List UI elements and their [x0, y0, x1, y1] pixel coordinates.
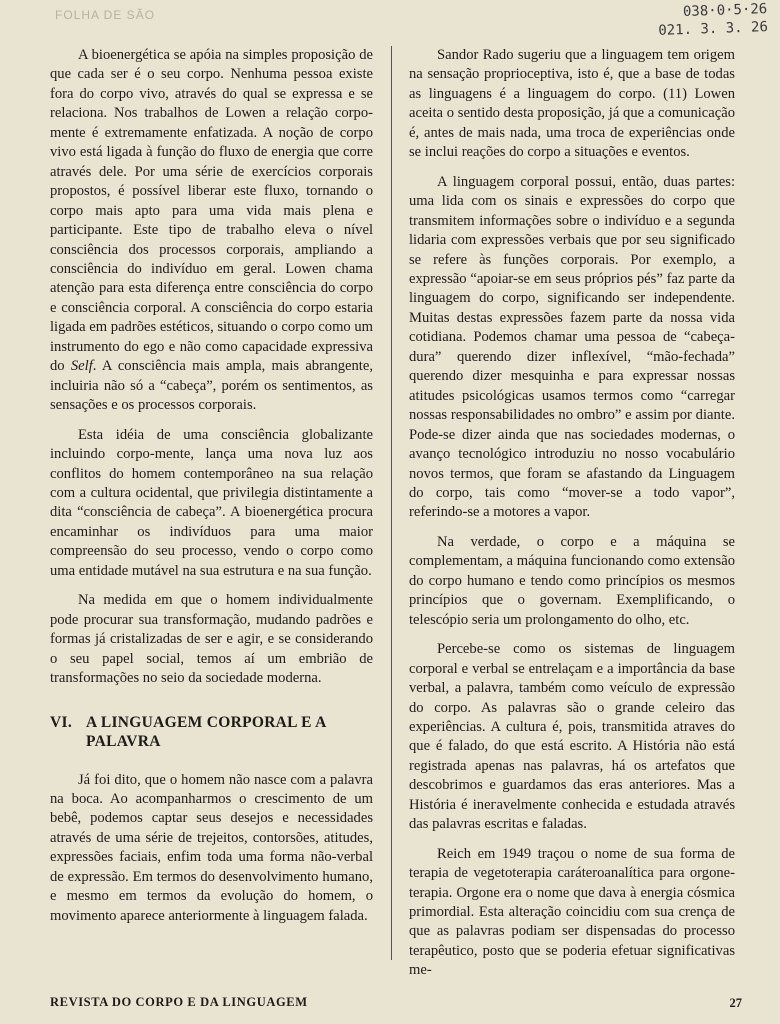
paragraph: Percebe-se como os sistemas de linguagem corporal e verbal se entrelaçam e a importância da base verbal, a palavra, também como veículo de expressão do corpo. As palavras são o grande celeiro das experiências. A cultura é, pois, transmitida atraves do que é falado, do que está escrito. A História não está registrada apenas nas palavras, há os artefatos que descobrimos e guardamos das eras anteriores. Mas a História é ineгavelmente conhecida e estudada através das palavras escritas e faladas.	[409, 641, 735, 833]
right-column	[409, 46, 735, 991]
handwritten-line-1: 038·0·5·26	[683, 1, 768, 21]
handwritten-line-2: 021. 3. 3. 26	[658, 19, 769, 39]
paragraph: A linguagem corporal possui, então, duas partes: uma lida com os sinais e expressões do corpo que transmitem informações sobre o indivíduo e a segunda lidaria com expressões verbais que por seu significado se refere às funções corporais. Por exemplo, a expressão “apoiar-se em seus próprios pés” faz parte da linguagem do corpo, significando ser independente. Muitas destas expressões fazem parte da nossa vida cotidiana. Podemos chamar uma pessoa de “cabeça-dura” querendo dizer inflexível, “mão-fechada” querendo dizer mesquinha e para expressar nossas atitudes psicológicas usamos termos como “carregar nossas responsabilidades no ombro” e assim por diante. Pode-se dizer ainda que nas sociedades modernas, o avanço tecnológico introduziu no nosso vocabulário novos termos, que foram se afastando da Linguagem do corpo, tais como “mover-se a todo vapor”, referindo-se a motores a vapor.	[409, 173, 735, 521]
page-number: 27	[729, 996, 742, 1010]
paragraph: Sandor Rado sugeriu que a linguagem tem origem na sensação proprioceptiva, isto é, que a base de todas as linguagens é a linguagem do corpo. (11) Lowen aceita o sentido desta proposição, já que a comunicação é, antes de mais nada, uma troca de experiências onde se inclui reações do corpo a situações e eventos.	[409, 47, 735, 161]
left-column	[50, 46, 373, 936]
paragraph: Já foi dito, que o homem não nasce com a palavra na boca. Ao acompanharmos o crescimento de um bebê, podemos captar seus desejos e necessidades através de uma série de trejeitos, contorsões, atitudes, expressões faciais, enfim toda uma forma não-verbal de expressão. Em termos do desenvolvimento humano, e mesmo em termos da evolução do homem, o movimento aparece anteriormente à linguagem falada.	[50, 771, 373, 924]
journal-name: REVISTA DO CORPO E DA LINGUAGEM	[50, 995, 308, 1009]
paragraph: Na verdade, o corpo e a máquina se complementam, a máquina funcionando como extensão do corpo humano e tendo como princípios os mesmos princípios que o governam. Exemplificando, o telescópio seria um prolongamento do olho, etc.	[409, 533, 735, 628]
section-heading	[50, 713, 373, 751]
paragraph: Reich em 1949 traçou o nome de sua forma de terapia de vegetoterapia caráteroanalítica para orgone-terapia. Orgone era o nome que dava à energia cósmica primordial. Esta alteração coincidiu com sua crença de que as palavras podiam ser dispensadas do processo terapêutico, posto que se poderia efetuar significativas me-	[409, 845, 735, 979]
column-divider	[391, 46, 392, 960]
handwritten-catalog-note	[658, 0, 769, 40]
paragraph: Esta idéia de uma consciência globalizante incluindo corpo-mente, lança uma nova luz aos conflitos do homem contemporâneo na sua relação com a cultura ocidental, que privilegia distintamente a dita “consciência de cabeça”. A bioenergética procura encaminhar os indivíduos para uma maior compreensão do seu processo, vendo o corpo como uma entidade mutável na sua estrutura e na sua função.	[50, 426, 373, 579]
section-title-line-1: A LINGUAGEM CORPORAL E A	[86, 713, 327, 731]
italic-term: Self	[70, 358, 93, 375]
paragraph: A bioenergética se apóia na simples proposição de que cada ser é o seu corpo. Nenhuma pessoa existe fora do corpo vivo, através do qual se expressa e se relaciona. Nos trabalhos de Lowen a relação corpo-mente é extremamente enfatizada. A noção de corpo vivo está ligada à função do fluxo de energia que corre através dele. Por uma série de exercícios corporais propostos, é possível liberar este fluxo, tornando o corpo mais apto para uma vida mais plena e participante. Este tipo de trabalho eleva o nível consciência dos processos corporais, ampliando a consciência do indivíduo em geral. Lowen chama atenção para esta diferença entre consciência do corpo e consciência corporal. A consciência do corpo estaria ligada em padrões estéticos, situando o corpo como um instrumento do ego e não como capacidade expressiva do Self. A consciência mais ampla, mais abrangente, incluiria não só a “cabeça”, porém os sentimentos, as sensações e os processos corporais.	[50, 47, 374, 414]
section-title-line-2: PALAVRA	[86, 732, 161, 750]
paragraph: Na medida em que o homem individualmente pode procurar sua transformação, mudando padrões e formas já cristalizadas de ser e agir, e se considerando o seu papel social, temos aí um embrião de transformações no seio da sociedade moderna.	[50, 592, 373, 687]
faded-stamp: FOLHA DE SÃO	[55, 8, 156, 22]
section-number: VI.	[50, 713, 73, 731]
